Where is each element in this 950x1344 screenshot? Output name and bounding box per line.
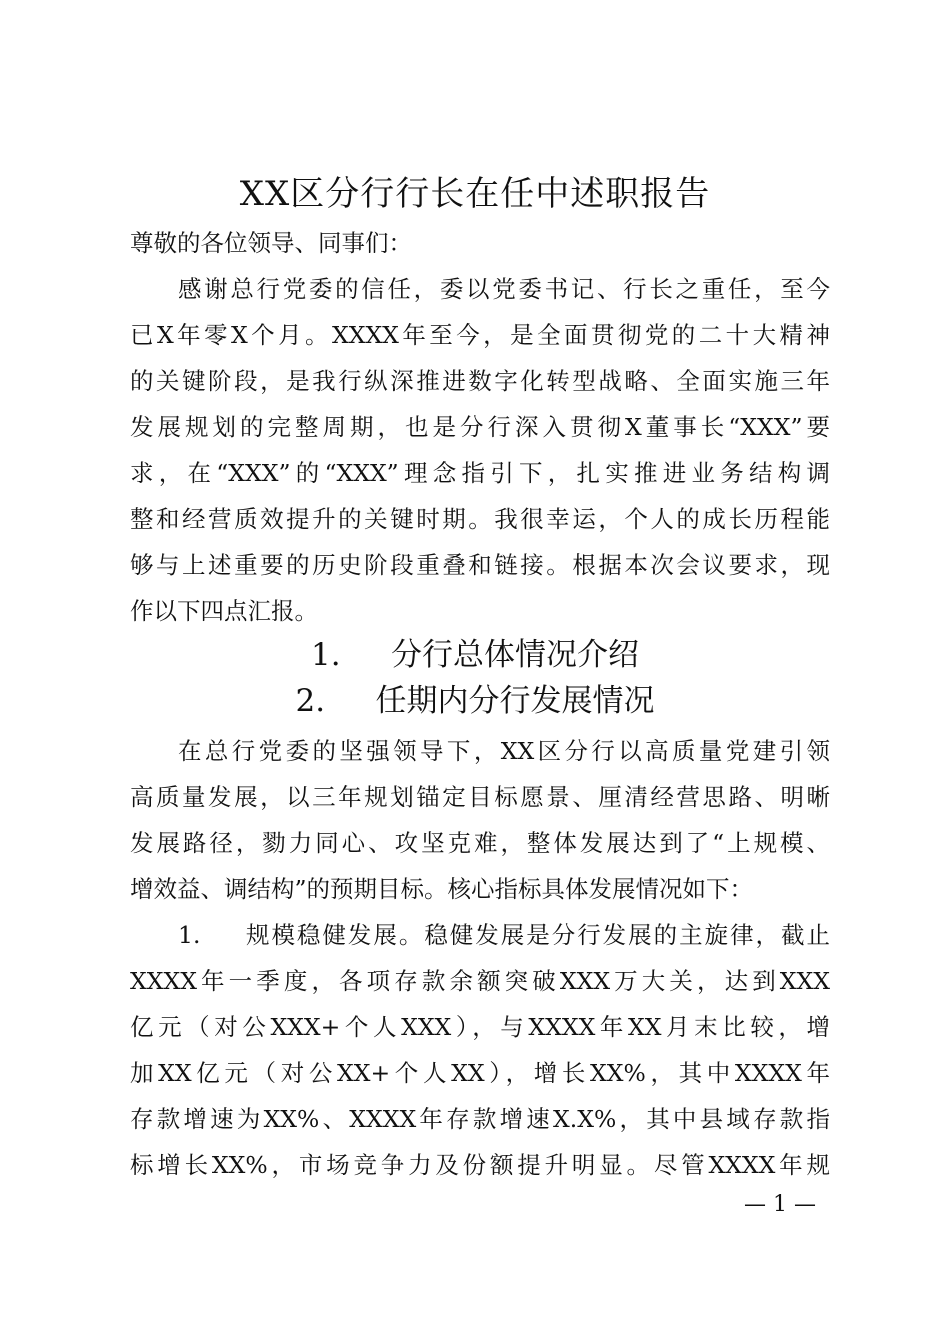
paragraph-line: 发展规划的完整周期，也是分行深入贯彻X董事长“XXX”要 <box>130 413 830 441</box>
paragraph-line: 的关键阶段，是我行纵深推进数字化转型战略、全面实施三年 <box>130 367 830 395</box>
paragraph-line: 感谢总行党委的信任，委以党委书记、行长之重任，至今 <box>178 275 830 303</box>
heading-number: 1. <box>311 637 341 673</box>
paragraph-line: 增效益、调结构”的预期目标。核心指标具体发展情况如下： <box>130 875 754 903</box>
paragraph-line: 求，在“XXX”的“XXX”理念指引下，扎实推进业务结构调 <box>130 459 830 487</box>
paragraph-line: 标增长XX%，市场竞争力及份额提升明显。尽管XXXX年规 <box>130 1151 830 1179</box>
paragraph-line: 整和经营质效提升的关键时期。我很幸运，个人的成长历程能 <box>130 505 830 533</box>
paragraph-line: 已X年零X个月。XXXX年至今，是全面贯彻党的二十大精神 <box>130 321 830 349</box>
paragraph-line: 发展路径，勠力同心、攻坚克难，整体发展达到了“上规模、 <box>130 829 830 857</box>
greeting: 尊敬的各位领导、同事们： <box>130 229 412 257</box>
section-heading-1 <box>0 632 950 678</box>
list-item-first-line <box>178 912 830 958</box>
heading-text: 任期内分行发展情况 <box>375 683 655 719</box>
paragraph-line: 在总行党委的坚强领导下，XX区分行以高质量党建引领 <box>178 737 830 765</box>
heading-text: 分行总体情况介绍 <box>391 637 639 673</box>
list-item-number: 1. <box>178 921 201 949</box>
document-title: XX区分行行长在任中述职报告 <box>239 174 711 214</box>
paragraph-line: 存款增速为XX%、XXXX年存款增速X.X%，其中县域存款指 <box>130 1105 830 1133</box>
paragraph-line: 亿元（对公XXX+个人XXX），与XXXX年XX月末比较，增 <box>130 1013 830 1041</box>
paragraph-line: 够与上述重要的历史阶段重叠和链接。根据本次会议要求，现 <box>130 551 830 579</box>
paragraph-line: 作以下四点汇报。 <box>130 597 318 625</box>
section-heading-2 <box>0 678 950 724</box>
paragraph-line: XXXX年一季度，各项存款余额突破XXX万大关，达到XXX <box>130 967 830 995</box>
paragraph-line: 加XX亿元（对公XX+个人XX），增长XX%，其中XXXX年 <box>130 1059 830 1087</box>
heading-number: 2. <box>295 683 326 719</box>
list-item-text: 规模稳健发展。稳健发展是分行发展的主旋律，截止 <box>244 921 830 949</box>
paragraph-line: 高质量发展，以三年规划锚定目标愿景、厘清经营思路、明晰 <box>130 783 830 811</box>
page-number: — 1 — <box>744 1192 816 1217</box>
